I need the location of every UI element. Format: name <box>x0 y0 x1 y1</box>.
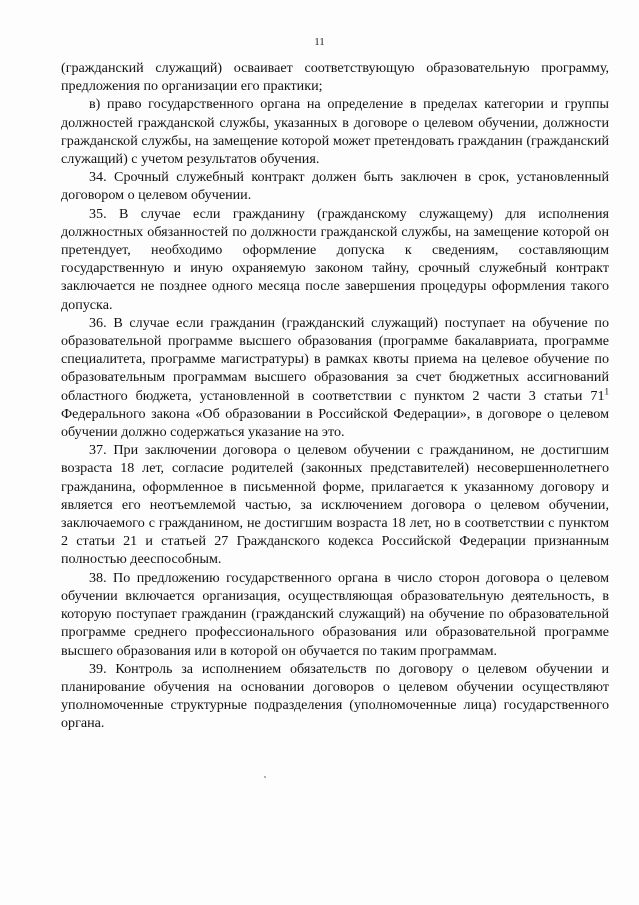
paragraph-37: 37. При заключении договора о целевом обучении с гражданином, не достигшим возраста 18 лет, согласие родителей (законных представителей) несовершеннолетнего гражданина, оформленное в письменной форме, прилагается к указанному договору и является его неотъемлемой частью, за исключением договора о целевом обучении, заключаемого с гражданином, не достигшим возраста 18 лет, но в соответствии с пунктом 2 статьи 21 и статьей 27 Гражданского кодекса Российской Федерации признанным полностью дееспособным. <box>61 442 609 568</box>
scan-speck <box>264 776 266 778</box>
paragraph-36 <box>61 314 609 441</box>
document-body <box>61 59 609 733</box>
page-number: 11 <box>314 36 325 48</box>
paragraph-item-v: в) право государственного органа на определение в пределах категории и группы должностей гражданской службы, указанных в договоре о целевом обучении, должности гражданской службы, на замещение которой может претендовать гражданин (гражданский служащий) с учетом результатов обучения. <box>61 96 609 168</box>
article-superscript: 1 <box>604 385 609 396</box>
paragraph-continuation: (гражданский служащий) осваивает соответствующую образовательную программу, предложения по организации его практики; <box>61 60 609 95</box>
paragraph-36-text-after: Федерального закона «Об образовании в Российской Федерации», в договоре о целевом обучении должно содержаться указание на это. <box>61 405 609 441</box>
paragraph-34: 34. Срочный служебный контракт должен быть заключен в срок, установленный договором о целевом обучении. <box>61 169 609 204</box>
paragraph-36-text-before: 36. В случае если гражданин (гражданский служащий) поступает на обучение по образовательной программе высшего образования (программе бакалавриата, программе специалитета, программе магистратуры) в рамках квоты приема на целевое обучение по образовательным программам высшего образования за счет бюджетных ассигнований областного бюджета, установленной в соответствии с пунктом 2 части 3 статьи 71 <box>61 314 609 404</box>
paragraph-38: 38. По предложению государственного органа в число сторон договора о целевом обучении включается организация, осуществляющая образовательную деятельность, в которую поступает гражданин (гражданский служащий) на обучение по образовательной программе среднего профессионального образования или образовательной программе высшего образования или в которой он обучается по таким программам. <box>61 569 609 659</box>
paragraph-35: 35. В случае если гражданину (гражданскому служащему) для исполнения должностных обязанностей по должности гражданской службы, на замещение которой он претендует, необходимо оформление допуска к сведениям, составляющим государственную и иную охраняемую законом тайну, срочный служебный контракт заключается не позднее одного месяца после завершения процедуры оформления такого допуска. <box>61 205 609 313</box>
paragraph-39: 39. Контроль за исполнением обязательств по договору о целевом обучении и планирование обучения на основании договоров о целевом обучении осуществляют уполномоченные структурные подразделения (уполномоченные лица) государственного органа. <box>61 660 609 732</box>
